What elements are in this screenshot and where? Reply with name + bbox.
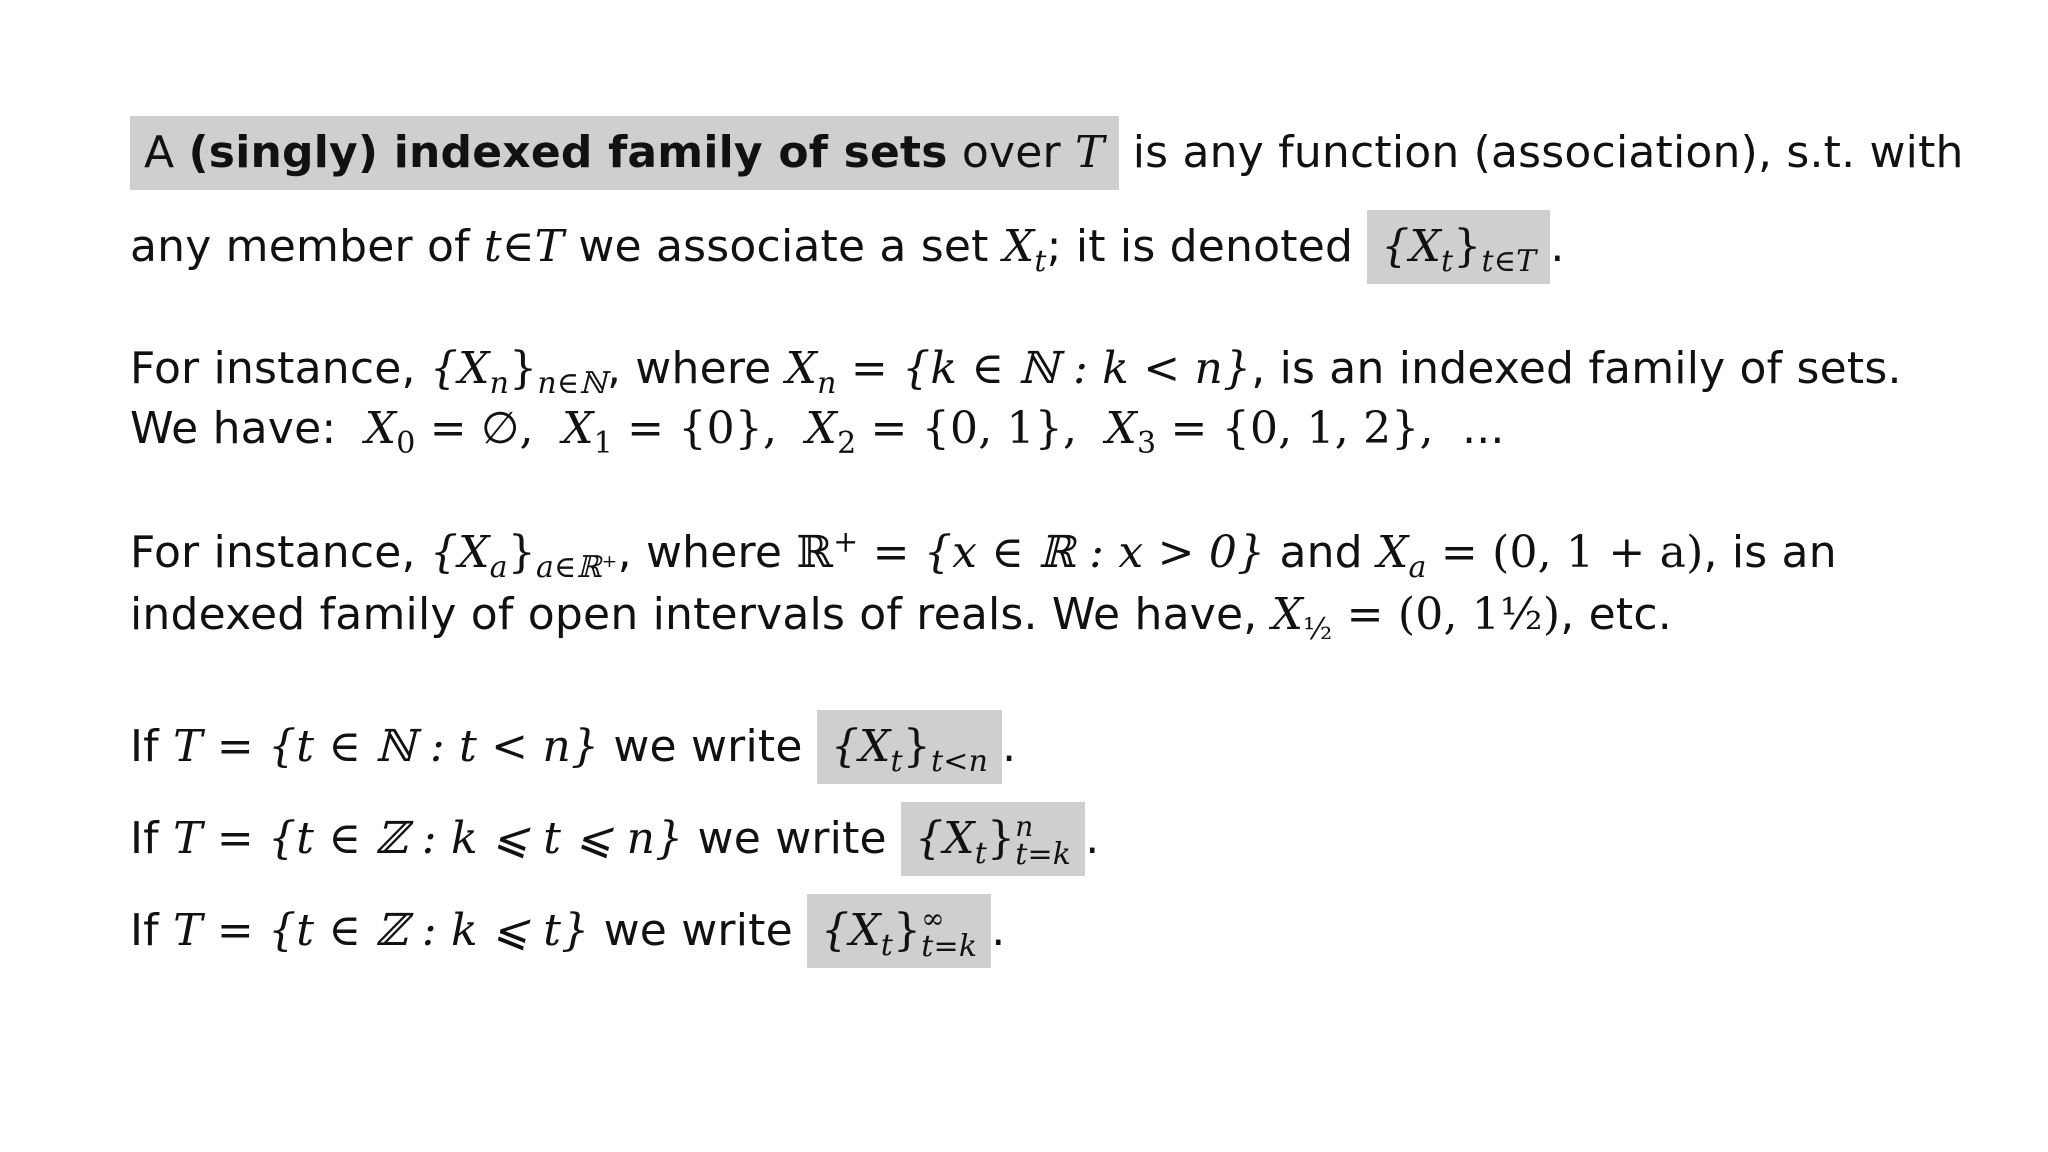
definition-highlight: [130, 116, 1119, 190]
example2-x-half: X: [1271, 589, 1304, 640]
case1-period: .: [1002, 721, 1017, 772]
example2-rplus-sup: +: [833, 524, 859, 560]
case2-if: If: [130, 813, 159, 864]
case3-period: .: [991, 905, 1006, 956]
example1-where: , where: [606, 343, 772, 394]
example2-xa-sub: a: [1408, 549, 1427, 585]
example2-xa-def: = (0, 1 + a): [1440, 527, 1704, 578]
example2-x-half-rhs: = (0, 1½): [1346, 589, 1561, 640]
case1-we-write: we write: [613, 721, 803, 772]
example2-line-1: [130, 524, 1837, 585]
example1-x3-sub: 3: [1137, 425, 1157, 461]
example2-x-half-sub: ½: [1303, 611, 1333, 647]
definition-line-1: [130, 116, 1964, 190]
definition-rest: is any function (association), s.t. with: [1132, 127, 1964, 178]
case3-we-write: we write: [603, 905, 793, 956]
case3-notation-lower: t=k: [921, 929, 978, 964]
example2-family-sub: a: [489, 549, 508, 585]
notation-subscript: t: [1441, 243, 1454, 279]
notation-close: }: [1453, 221, 1482, 272]
example1-def-rhs: = {k ∈ ℕ : k < n}: [850, 343, 1252, 394]
set-symbol: X: [1002, 221, 1035, 272]
example2-suffix: , is an: [1703, 527, 1837, 578]
example2-rplus-def: = {x ∈ ℝ : x > 0}: [872, 527, 1266, 578]
example1-x1: X: [562, 403, 594, 454]
definition-article: A: [144, 127, 175, 178]
example1-x0-sub: 0: [396, 425, 416, 461]
notation-index: t∈T: [1481, 243, 1537, 279]
definition-text-b: we associate a set: [578, 221, 989, 272]
example1-x1-sub: 1: [593, 425, 613, 461]
example1-family-open: {X: [429, 343, 490, 394]
case2-notation-open: {X: [915, 813, 975, 864]
definition-text-c: ; it is denoted: [1046, 221, 1354, 272]
example1-def-lhs-sub: n: [817, 365, 837, 401]
example2-and: and: [1279, 527, 1363, 578]
example2-etc: , etc.: [1560, 589, 1672, 640]
case3-set: = {t ∈ ℤ : k ⩽ t}: [216, 905, 590, 956]
example2-prefix: For instance,: [130, 527, 416, 578]
case2-we-write: we write: [697, 813, 887, 864]
example2-family-close: }: [507, 527, 536, 578]
case2-notation-sub: t: [974, 835, 987, 871]
example1-x2-sub: 2: [837, 425, 857, 461]
example1-x3-rhs: = {0, 1, 2},: [1170, 403, 1434, 454]
case1-notation-lower: t<n: [931, 743, 989, 779]
definition-line-2: [130, 210, 1565, 284]
example1-family-sub: n: [489, 365, 510, 401]
example2-line-2: [130, 586, 1672, 647]
case2-T: T: [173, 813, 203, 864]
case2-notation-highlight: [901, 802, 1085, 876]
case3-if: If: [130, 905, 159, 956]
case2-notation-close: }: [987, 813, 1016, 864]
case1-if: If: [130, 721, 159, 772]
example1-def-lhs: X: [785, 343, 818, 394]
example1-ellipsis: ...: [1462, 403, 1505, 454]
example2-rplus: ℝ: [796, 527, 834, 578]
case1-T: T: [173, 721, 203, 772]
example1-x0-rhs: = ∅,: [429, 403, 534, 454]
example2-where: , where: [617, 527, 783, 578]
case3-T: T: [173, 905, 203, 956]
case-line-1: [130, 710, 1016, 784]
case2-set: = {t ∈ ℤ : k ⩽ t ⩽ n}: [216, 813, 684, 864]
case3-notation-close: }: [893, 905, 922, 956]
example1-family-index: n∈ℕ: [537, 365, 607, 401]
example2-line2-prefix: indexed family of open intervals of reals. We have,: [130, 589, 1258, 640]
case1-notation-sub: t: [890, 743, 903, 779]
definition-text-a: any member of: [130, 221, 470, 272]
case-line-3: [130, 894, 1005, 968]
example1-x3: X: [1105, 403, 1138, 454]
case2-period: .: [1085, 813, 1100, 864]
notation-open: {X: [1381, 221, 1441, 272]
set-subscript: t: [1034, 243, 1047, 279]
notation-highlight: [1367, 210, 1550, 284]
case3-notation-sub: t: [880, 927, 894, 963]
definition-period: .: [1550, 221, 1565, 272]
example1-x2: X: [805, 403, 838, 454]
definition-term: (singly) indexed family of sets: [188, 127, 948, 178]
case3-notation-open: {X: [821, 905, 881, 956]
example1-line-2: [130, 400, 1505, 461]
case2-notation-lower: t=k: [1015, 837, 1072, 872]
example1-we-have: We have:: [130, 403, 337, 454]
example1-suffix: , is an indexed family of sets.: [1251, 343, 1902, 394]
case1-set: = {t ∈ ℕ : t < n}: [216, 721, 600, 772]
example1-x0: X: [364, 403, 397, 454]
case1-notation-close: }: [902, 721, 931, 772]
member-symbol: t: [483, 221, 502, 272]
index-set-symbol: T: [1074, 127, 1105, 178]
example1-x2-rhs: = {0, 1},: [870, 403, 1078, 454]
case2-notation-upper: n: [1015, 810, 1034, 843]
case3-notation-highlight: [807, 894, 991, 968]
element-of-symbol: ∈: [501, 221, 535, 272]
definition-over: over: [961, 127, 1061, 178]
example2-xa: X: [1377, 527, 1409, 578]
index-set-symbol-2: T: [534, 221, 565, 272]
case-line-2: [130, 802, 1099, 876]
example1-line-1: [130, 340, 1902, 401]
example1-family-close: }: [509, 343, 538, 394]
example2-family-index: a∈ℝ⁺: [535, 549, 618, 585]
example2-family-open: {X: [429, 527, 490, 578]
case1-notation-highlight: [817, 710, 1002, 784]
case3-notation-upper: ∞: [921, 902, 945, 935]
example1-x1-rhs: = {0},: [627, 403, 778, 454]
case1-notation-open: {X: [830, 721, 891, 772]
example1-prefix: For instance,: [130, 343, 416, 394]
